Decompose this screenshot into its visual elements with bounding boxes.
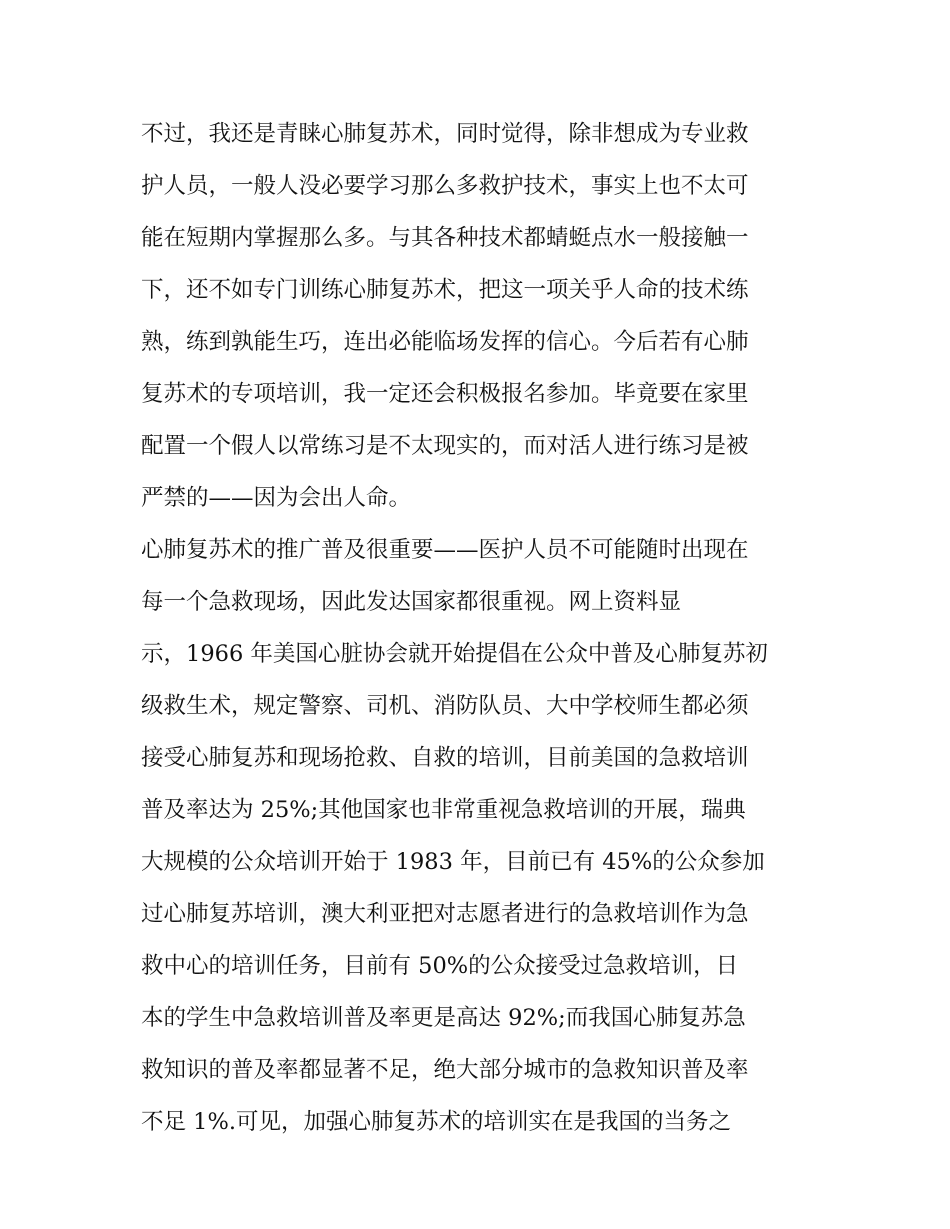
paragraph-1 bbox=[141, 108, 821, 524]
text-line: 护人员，一般人没必要学习那么多救护技术，事实上也不太可 bbox=[141, 173, 749, 199]
text-line: 每一个急救现场，因此发达国家都很重视。网上资料显 bbox=[141, 589, 682, 615]
text-line: 严禁的——因为会出人命。 bbox=[141, 485, 412, 511]
text-line: 配置一个假人以常练习是不太现实的，而对活人进行练习是被 bbox=[141, 433, 749, 459]
text-line: 下，还不如专门训练心肺复苏术，把这一项关乎人命的技术练 bbox=[141, 277, 749, 303]
text-line: 过心肺复苏培训，澳大利亚把对志愿者进行的急救培训作为急 bbox=[141, 901, 749, 927]
text-line: 不过，我还是青睐心肺复苏术，同时觉得，除非想成为专业救 bbox=[141, 121, 749, 147]
text-line: 救中心的培训任务，目前有 50%的公众接受过急救培训，日 bbox=[141, 953, 739, 979]
text-line: 大规模的公众培训开始于 1983 年，目前已有 45%的公众参加 bbox=[141, 849, 765, 875]
text-line: 熟，练到孰能生巧，连出必能临场发挥的信心。今后若有心肺 bbox=[141, 329, 749, 355]
paragraph-2 bbox=[141, 524, 821, 1148]
text-line: 不足 1%.可见，加强心肺复苏术的培训实在是我国的当务之 bbox=[141, 1109, 731, 1135]
text-line: 普及率达为 25%;其他国家也非常重视急救培训的开展，瑞典 bbox=[141, 797, 746, 823]
text-line: 救知识的普及率都显著不足，绝大部分城市的急救知识普及率 bbox=[141, 1057, 749, 1083]
text-line: 能在短期内掌握那么多。与其各种技术都蜻蜓点水一般接触一 bbox=[141, 225, 749, 251]
text-line: 示，1966 年美国心脏协会就开始提倡在公众中普及心肺复苏初 bbox=[141, 641, 768, 667]
text-line: 复苏术的专项培训，我一定还会积极报名参加。毕竟要在家里 bbox=[141, 381, 749, 407]
text-line: 接受心肺复苏和现场抢救、自救的培训，目前美国的急救培训 bbox=[141, 745, 749, 771]
text-line: 心肺复苏术的推广普及很重要——医护人员不可能随时出现在 bbox=[141, 537, 749, 563]
text-line: 本的学生中急救培训普及率更是高达 92%;而我国心肺复苏急 bbox=[141, 1005, 746, 1031]
body-text bbox=[141, 108, 821, 1148]
text-line: 级救生术，规定警察、司机、消防队员、大中学校师生都必须 bbox=[141, 693, 749, 719]
